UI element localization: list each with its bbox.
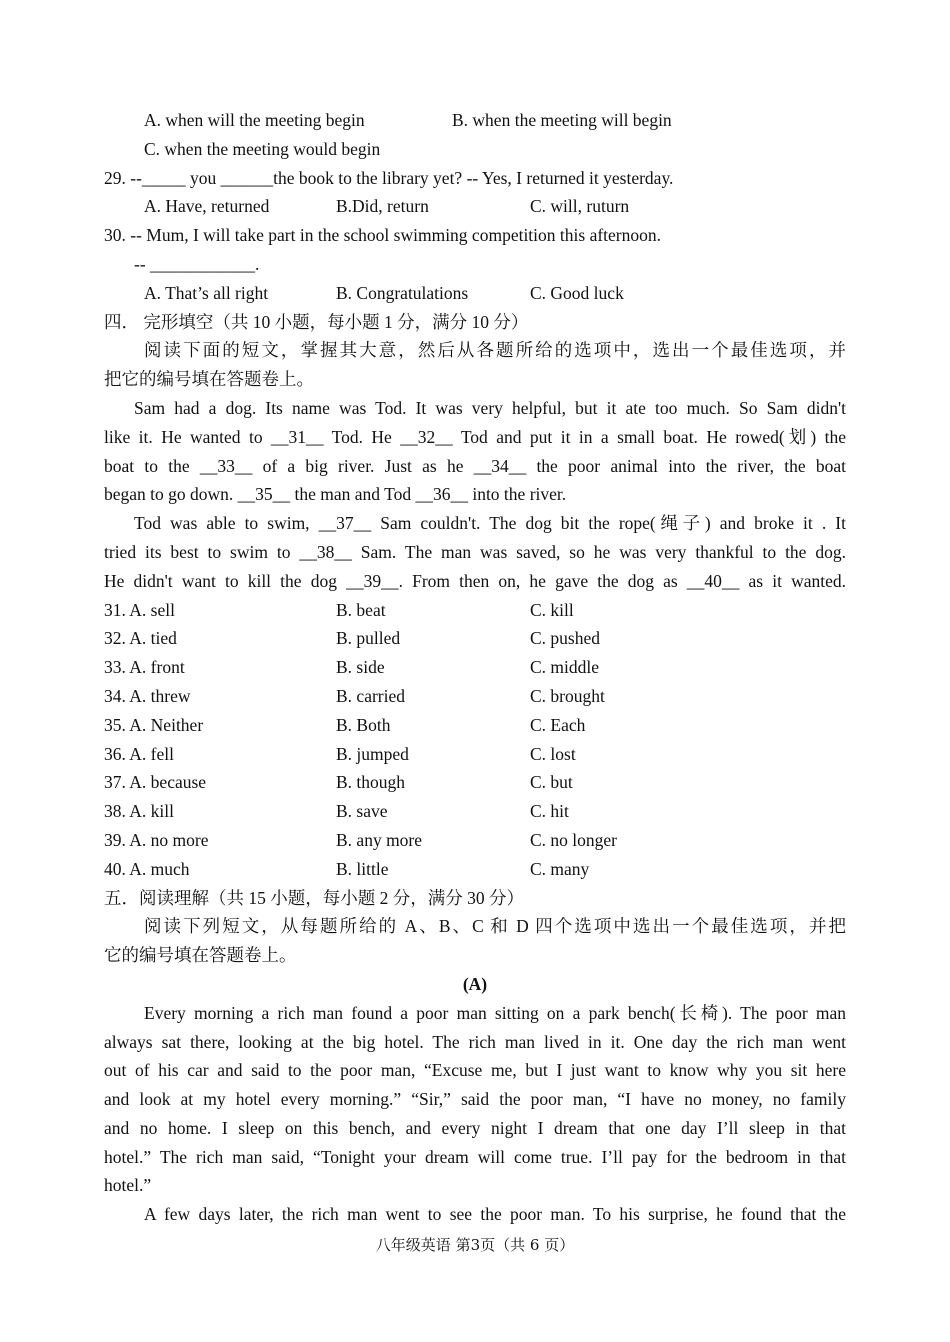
q30-option-c: C. Good luck [530,282,624,303]
cloze-passage-line: tried its best to swim to __38__ Sam. The man was saved, so he was very thankful to the dog. [104,541,846,562]
cloze-question-row [104,826,846,855]
option-a: 36. A. fell [104,743,174,764]
q29-option-c: C. will, ruturn [530,196,630,217]
q29-options-row [104,192,846,221]
reading-passage-line: and look at my hotel every morning.” “Sir,” said the poor man, “I have no money, no family [104,1089,846,1110]
reading-passage-line: always sat there, looking at the big hotel. The rich man lived in it. One day the rich man went [104,1031,846,1052]
q30-stem: 30. -- Mum, I will take part in the school swimming competition this afternoon. [104,225,661,246]
q30-option-a: A. That’s all right [144,282,269,303]
reading-passage-line: hotel.” [104,1175,152,1196]
option-a: 40. A. much [104,858,190,879]
reading-passage-line: and no home. I sleep on this bench, and every night I dream that one day I’ll sleep in that [104,1117,846,1138]
option-c: C. Each [530,714,586,735]
reading-passage-line: hotel.” The rich man said, “Tonight your dream will come true. I’ll pay for the bedroom in that [104,1146,846,1167]
option-b: B. any more [336,829,423,850]
option-c: C. pushed [530,628,600,649]
option-a: 33. A. front [104,657,185,678]
q30-reply: -- ____________. [134,253,260,274]
option-b: B. side [336,657,385,678]
option-c: C. lost [530,743,576,764]
option-b: B. though [336,772,406,793]
option-a: 32. A. tied [104,628,177,649]
q28-option-b: B. when the meeting will begin [452,110,672,130]
cloze-passage-line: began to go down. __35__ the man and Tod __36__ into the river. [104,484,567,505]
q30-options-row [104,279,846,308]
cloze-question-row [104,624,846,653]
cloze-question-row [104,682,846,711]
option-c: C. kill [530,599,574,620]
section5-title: 五．阅读理解（共 15 小题，每小题 2 分，满分 30 分） [104,887,524,908]
reading-passage-line: out of his car and said to the poor man, “Excuse me, but I just want to know why you sit here [104,1060,846,1081]
cloze-question-row [104,855,846,884]
option-b: B. save [336,801,388,822]
option-c: C. but [530,772,573,793]
section5-instruction-line1: 阅读下列短文，从每题所给的 A、B、C 和 D 四个选项中选出一个最佳选项，并把 [144,916,846,937]
section4-instruction-line1: 阅读下面的短文，掌握其大意，然后从各题所给的选项中，选出一个最佳选项，并 [144,340,846,361]
reading-passage-line: A few days later, the rich man went to see the poor man. To his surprise, he found that the [144,1204,846,1225]
cloze-question-row [104,768,846,797]
option-b: B. jumped [336,743,409,764]
cloze-passage-line: Tod was able to swim, __37__ Sam couldn't. The dog bit the rope(绳子) and broke it . It [134,513,846,534]
page-footer: 八年级英语 第3页（共 6 页） [375,1236,575,1254]
cloze-question-row [104,653,846,682]
passage-label: (A) [462,973,488,994]
option-a: 35. A. Neither [104,714,204,735]
q28-option-a: A. when will the meeting begin [144,110,365,130]
option-b: B. little [336,858,389,879]
option-a: 38. A. kill [104,801,175,822]
option-b: B. Both [336,714,391,735]
cloze-question-row [104,797,846,826]
cloze-passage-line: like it. He wanted to __31__ Tod. He __32__ Tod and put it in a small boat. He rowed(划) the [104,426,846,447]
option-a: 37. A. because [104,772,207,793]
option-a: 31. A. sell [104,599,175,620]
q29-option-b: B.Did, return [336,196,429,217]
cloze-passage-line: Sam had a dog. Its name was Tod. It was very helpful, but it ate too much. So Sam didn't [134,397,846,418]
option-a: 34. A. threw [104,685,191,706]
q29-stem: 29. --_____ you ______the book to the library yet? -- Yes, I returned it yesterday. [104,167,674,188]
cloze-passage-line: boat to the __33__ of a big river. Just as he __34__ the poor animal into the river, the boat [104,455,846,476]
exam-page [104,106,846,1229]
option-a: 39. A. no more [104,829,209,850]
section4-instruction-line2: 把它的编号填在答题卷上。 [104,369,314,390]
option-b: B. beat [336,599,386,620]
option-c: C. hit [530,801,569,822]
option-c: C. many [530,858,590,879]
cloze-question-row [104,740,846,769]
cloze-question-row [104,596,846,625]
q28-options-row [104,106,846,135]
option-b: B. carried [336,685,405,706]
reading-passage-line: Every morning a rich man found a poor man sitting on a park bench(长椅). The poor man [144,1002,846,1023]
q29-option-a: A. Have, returned [144,196,270,217]
section4-title: 四． 完形填空（共 10 小题，每小题 1 分，满分 10 分） [104,311,529,332]
option-b: B. pulled [336,628,401,649]
q30-option-b: B. Congratulations [336,282,469,303]
q28-option-c: C. when the meeting would begin [144,138,381,159]
section5-instruction-line2: 它的编号填在答题卷上。 [104,945,297,966]
cloze-passage-line: He didn't want to kill the dog __39__. From then on, he gave the dog as __40__ as it wanted. [104,570,846,591]
option-c: C. no longer [530,829,618,850]
cloze-question-row [104,711,846,740]
option-c: C. middle [530,657,600,678]
option-c: C. brought [530,685,605,706]
